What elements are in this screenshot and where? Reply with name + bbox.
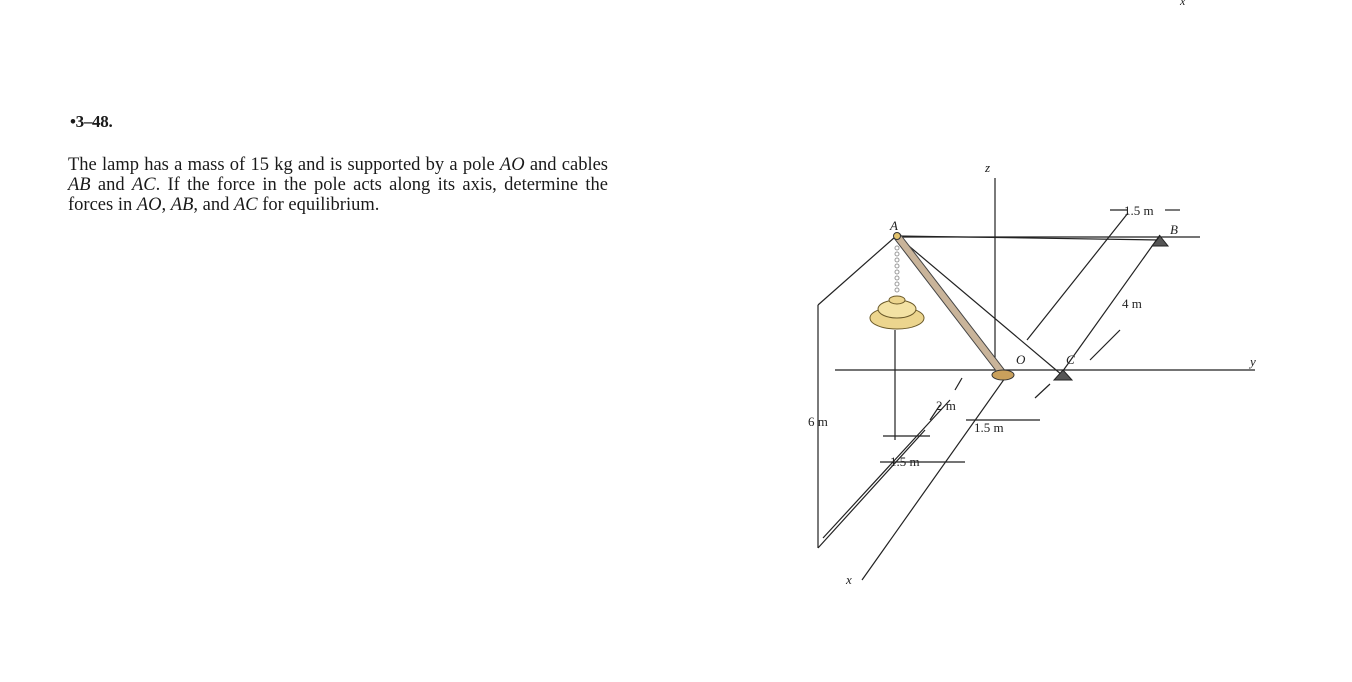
dimension-2: 2 m bbox=[936, 398, 956, 413]
cable-ac bbox=[897, 236, 1062, 375]
statement-text: and cables bbox=[524, 155, 609, 175]
frame-diagonal-1 bbox=[1027, 213, 1128, 340]
statement-member: AB bbox=[68, 175, 91, 195]
frame-bottom-diagonal bbox=[818, 430, 925, 548]
axis-label-y: y bbox=[1250, 354, 1256, 369]
statement-text: and bbox=[90, 175, 132, 195]
statement-member: AB bbox=[170, 195, 194, 215]
dimension-1-5-mid: 1.5 m bbox=[974, 420, 1004, 435]
axis-label-x: x bbox=[846, 572, 852, 587]
point-label-o: O bbox=[1016, 352, 1026, 367]
dimension-6: 6 m bbox=[808, 414, 828, 429]
lamp-chain bbox=[895, 246, 899, 292]
dim-tick-3 bbox=[1035, 384, 1050, 398]
corner-mark: x bbox=[1180, 0, 1186, 8]
statement-text: . If the force in the pole acts along its axis, determine the forces in bbox=[68, 175, 608, 215]
support-o bbox=[992, 370, 1014, 380]
point-label-b: B bbox=[1170, 222, 1178, 237]
statement-text: for equilibrium. bbox=[257, 195, 380, 215]
problem-number: •3–48. bbox=[70, 112, 113, 131]
point-label-c: C bbox=[1066, 352, 1075, 367]
lamp-shade bbox=[870, 296, 924, 329]
frame-diagonal-2 bbox=[1060, 235, 1160, 375]
statement-member: AC bbox=[233, 195, 258, 215]
statement-text: , bbox=[161, 195, 171, 215]
axis-label-z: z bbox=[985, 160, 991, 175]
dimension-1-5-bottom: 1.5 m bbox=[890, 454, 920, 469]
point-a-marker bbox=[894, 233, 901, 240]
statement-text: , and bbox=[193, 195, 234, 215]
dimension-1-5-top: 1.5 m bbox=[1124, 203, 1154, 218]
frame-inner-diagonal bbox=[823, 400, 950, 538]
anchor-c bbox=[1054, 370, 1072, 380]
dimension-4: 4 m bbox=[1122, 296, 1142, 311]
statement-member: AO bbox=[136, 195, 162, 215]
statement-member: AO bbox=[499, 155, 525, 175]
frame-diagonal-3 bbox=[1090, 330, 1120, 360]
statement-text: The lamp has a mass of 15 kg and is supported by a pole bbox=[68, 155, 500, 175]
statement-member: AC bbox=[131, 175, 156, 195]
frame-roof-left bbox=[818, 237, 895, 305]
dim-tick-2 bbox=[955, 378, 962, 390]
point-label-a: A bbox=[890, 218, 898, 233]
x-axis bbox=[862, 378, 1005, 580]
